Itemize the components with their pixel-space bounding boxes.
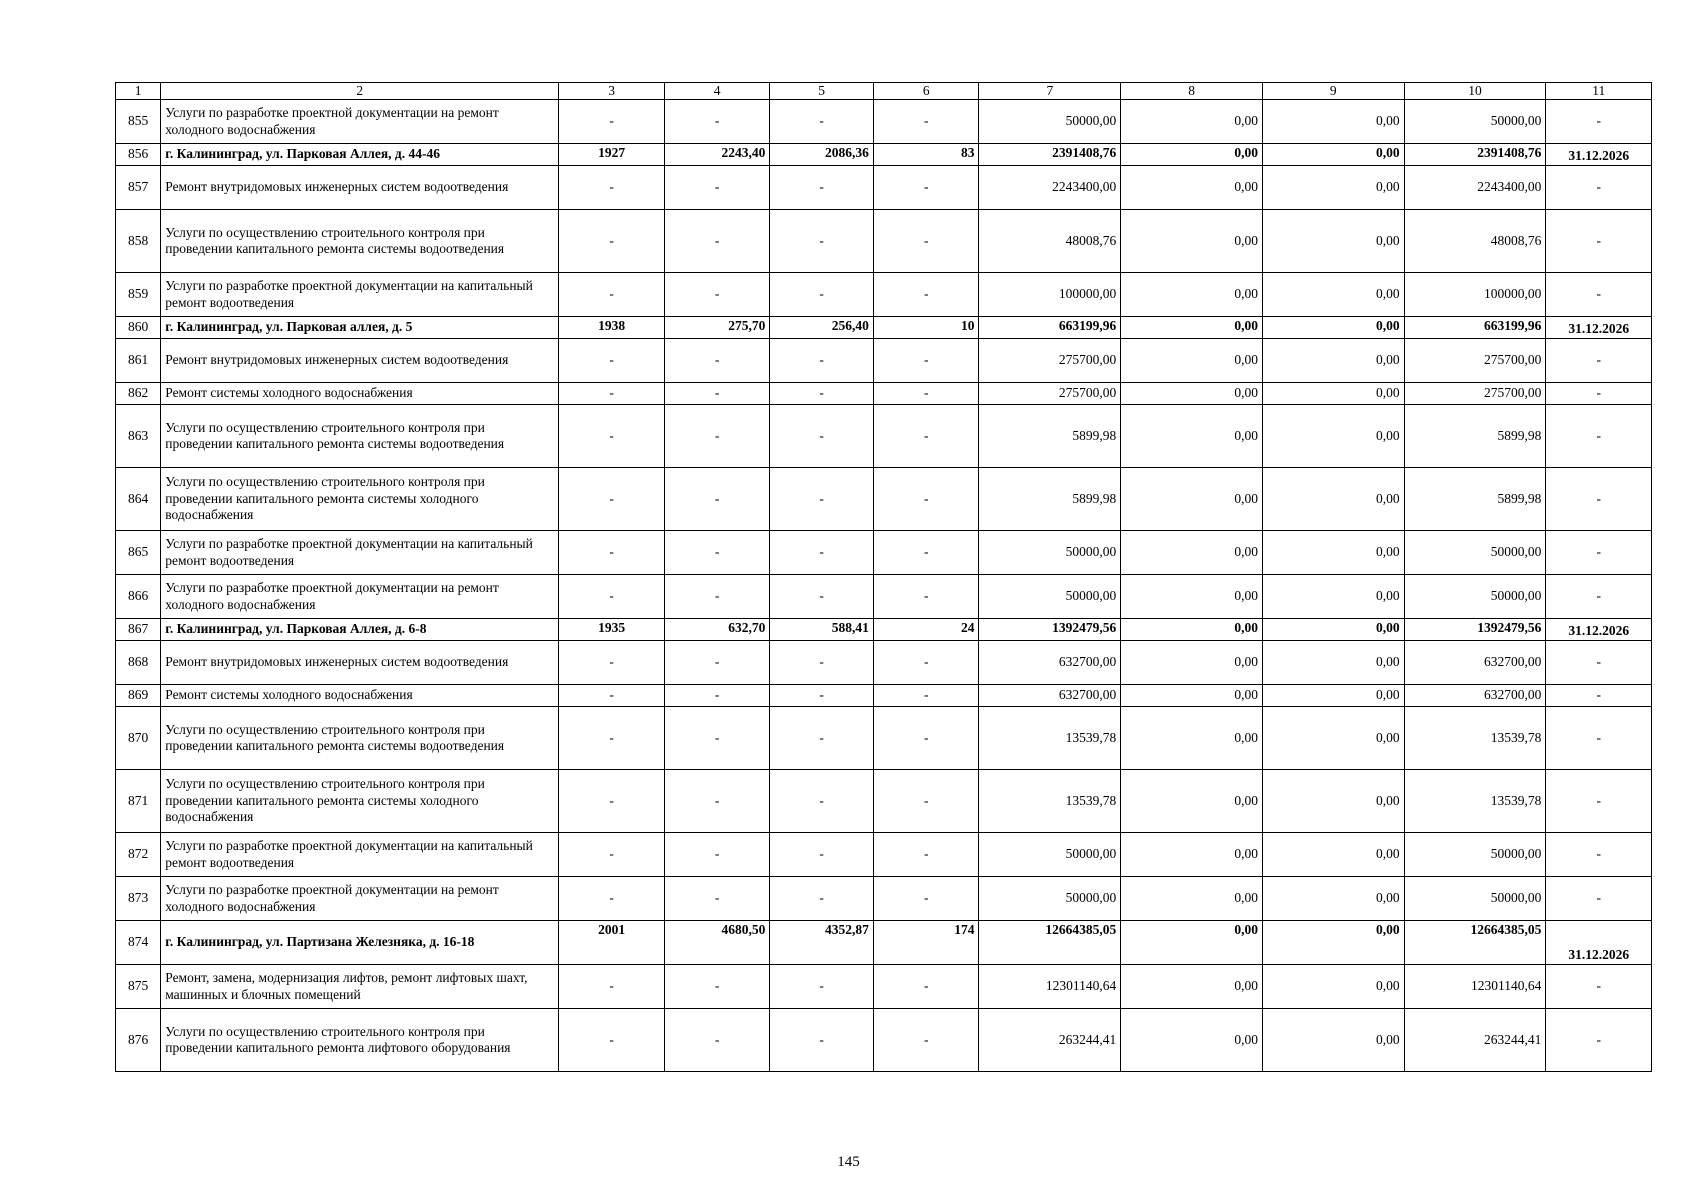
fund-amount-cell: 0,00: [1121, 166, 1263, 210]
regional-fund-amount-cell: 13539,78: [1404, 707, 1546, 770]
completion-date-cell: -: [1546, 405, 1652, 468]
completion-date-cell: -: [1546, 770, 1652, 833]
living-area-cell: -: [770, 833, 874, 877]
total-cost-cell: 632700,00: [979, 685, 1121, 707]
other-sources-cell: 0,00: [1262, 921, 1404, 965]
living-area-cell: -: [770, 210, 874, 273]
year-built-cell: -: [559, 273, 665, 317]
fund-amount-cell: 0,00: [1121, 273, 1263, 317]
total-cost-cell: 12301140,64: [979, 965, 1121, 1009]
fund-amount-cell: 0,00: [1121, 965, 1263, 1009]
living-area-cell: -: [770, 965, 874, 1009]
other-sources-cell: 0,00: [1262, 965, 1404, 1009]
other-sources-cell: 0,00: [1262, 405, 1404, 468]
residents-cell: -: [873, 273, 979, 317]
total-cost-cell: 100000,00: [979, 273, 1121, 317]
address-row: [116, 619, 1652, 641]
item-name-cell: Ремонт системы холодного водоснабжения: [161, 685, 559, 707]
living-area-cell: -: [770, 877, 874, 921]
year-built-cell: 1927: [559, 144, 665, 166]
regional-fund-amount-cell: 632700,00: [1404, 685, 1546, 707]
living-area-cell: -: [770, 641, 874, 685]
table-row: [116, 770, 1652, 833]
total-area-cell: 275,70: [664, 317, 770, 339]
residents-cell: 174: [873, 921, 979, 965]
residents-cell: -: [873, 100, 979, 144]
address-row: [116, 317, 1652, 339]
year-built-cell: -: [559, 770, 665, 833]
living-area-cell: -: [770, 383, 874, 405]
column-header-5: 5: [770, 83, 874, 100]
year-built-cell: 1935: [559, 619, 665, 641]
item-name-cell: Услуги по разработке проектной документации на ремонт холодного водоснабжения: [161, 100, 559, 144]
year-built-cell: -: [559, 575, 665, 619]
address-row: [116, 144, 1652, 166]
regional-fund-amount-cell: 2243400,00: [1404, 166, 1546, 210]
fund-amount-cell: 0,00: [1121, 317, 1263, 339]
column-header-7: 7: [979, 83, 1121, 100]
total-cost-cell: 263244,41: [979, 1009, 1121, 1072]
regional-fund-amount-cell: 50000,00: [1404, 531, 1546, 575]
total-cost-cell: 275700,00: [979, 383, 1121, 405]
regional-fund-amount-cell: 12301140,64: [1404, 965, 1546, 1009]
column-header-10: 10: [1404, 83, 1546, 100]
other-sources-cell: 0,00: [1262, 339, 1404, 383]
column-header-9: 9: [1262, 83, 1404, 100]
total-area-cell: -: [664, 833, 770, 877]
completion-date-cell: -: [1546, 877, 1652, 921]
completion-date-cell: 31.12.2026: [1546, 619, 1652, 641]
fund-amount-cell: 0,00: [1121, 405, 1263, 468]
regional-fund-amount-cell: 13539,78: [1404, 770, 1546, 833]
total-cost-cell: 2243400,00: [979, 166, 1121, 210]
year-built-cell: -: [559, 468, 665, 531]
other-sources-cell: 0,00: [1262, 144, 1404, 166]
column-header-8: 8: [1121, 83, 1263, 100]
item-name-cell: Ремонт системы холодного водоснабжения: [161, 383, 559, 405]
total-area-cell: -: [664, 383, 770, 405]
residents-cell: -: [873, 405, 979, 468]
item-name-cell: Услуги по осуществлению строительного контроля при проведении капитального ремонта системы холодного водоснабжения: [161, 770, 559, 833]
row-number-cell: 866: [116, 575, 161, 619]
living-area-cell: -: [770, 1009, 874, 1072]
completion-date-cell: -: [1546, 339, 1652, 383]
residents-cell: -: [873, 575, 979, 619]
residents-cell: -: [873, 770, 979, 833]
row-number-cell: 861: [116, 339, 161, 383]
living-area-cell: -: [770, 531, 874, 575]
fund-amount-cell: 0,00: [1121, 339, 1263, 383]
year-built-cell: -: [559, 965, 665, 1009]
item-name-cell: г. Калининград, ул. Парковая Аллея, д. 6-8: [161, 619, 559, 641]
completion-date-cell: -: [1546, 707, 1652, 770]
residents-cell: -: [873, 965, 979, 1009]
total-cost-cell: 1392479,56: [979, 619, 1121, 641]
table-row: [116, 1009, 1652, 1072]
completion-date-cell: -: [1546, 166, 1652, 210]
total-area-cell: -: [664, 1009, 770, 1072]
year-built-cell: -: [559, 1009, 665, 1072]
living-area-cell: -: [770, 100, 874, 144]
other-sources-cell: 0,00: [1262, 770, 1404, 833]
completion-date-cell: -: [1546, 641, 1652, 685]
total-area-cell: 632,70: [664, 619, 770, 641]
other-sources-cell: 0,00: [1262, 707, 1404, 770]
regional-fund-amount-cell: 48008,76: [1404, 210, 1546, 273]
living-area-cell: -: [770, 707, 874, 770]
row-number-cell: 868: [116, 641, 161, 685]
column-header-3: 3: [559, 83, 665, 100]
other-sources-cell: 0,00: [1262, 641, 1404, 685]
completion-date-cell: -: [1546, 685, 1652, 707]
total-area-cell: -: [664, 210, 770, 273]
regional-fund-amount-cell: 50000,00: [1404, 100, 1546, 144]
total-area-cell: -: [664, 531, 770, 575]
living-area-cell: -: [770, 770, 874, 833]
column-header-2: 2: [161, 83, 559, 100]
item-name-cell: Услуги по разработке проектной документации на капитальный ремонт водоотведения: [161, 531, 559, 575]
column-header-6: 6: [873, 83, 979, 100]
regional-fund-amount-cell: 275700,00: [1404, 339, 1546, 383]
row-number-cell: 857: [116, 166, 161, 210]
year-built-cell: -: [559, 339, 665, 383]
fund-amount-cell: 0,00: [1121, 770, 1263, 833]
year-built-cell: 1938: [559, 317, 665, 339]
total-area-cell: -: [664, 707, 770, 770]
total-cost-cell: 50000,00: [979, 877, 1121, 921]
total-cost-cell: 13539,78: [979, 707, 1121, 770]
year-built-cell: -: [559, 405, 665, 468]
page-number: 145: [837, 1154, 860, 1170]
row-number-cell: 864: [116, 468, 161, 531]
row-number-cell: 863: [116, 405, 161, 468]
residents-cell: -: [873, 339, 979, 383]
address-row: [116, 921, 1652, 965]
completion-date-cell: -: [1546, 273, 1652, 317]
fund-amount-cell: 0,00: [1121, 707, 1263, 770]
fund-amount-cell: 0,00: [1121, 531, 1263, 575]
table-row: [116, 210, 1652, 273]
column-header-row: [116, 83, 1652, 100]
completion-date-cell: 31.12.2026: [1546, 144, 1652, 166]
total-cost-cell: 50000,00: [979, 575, 1121, 619]
regional-fund-amount-cell: 632700,00: [1404, 641, 1546, 685]
fund-amount-cell: 0,00: [1121, 833, 1263, 877]
row-number-cell: 859: [116, 273, 161, 317]
row-number-cell: 858: [116, 210, 161, 273]
total-area-cell: 2243,40: [664, 144, 770, 166]
other-sources-cell: 0,00: [1262, 468, 1404, 531]
table-row: [116, 575, 1652, 619]
residents-cell: -: [873, 166, 979, 210]
year-built-cell: -: [559, 383, 665, 405]
year-built-cell: -: [559, 685, 665, 707]
table-row: [116, 273, 1652, 317]
year-built-cell: -: [559, 531, 665, 575]
completion-date-cell: 31.12.2026: [1546, 921, 1652, 965]
row-number-cell: 856: [116, 144, 161, 166]
row-number-cell: 872: [116, 833, 161, 877]
regional-fund-amount-cell: 50000,00: [1404, 575, 1546, 619]
living-area-cell: -: [770, 405, 874, 468]
other-sources-cell: 0,00: [1262, 833, 1404, 877]
row-number-cell: 870: [116, 707, 161, 770]
column-header-11: 11: [1546, 83, 1652, 100]
item-name-cell: Услуги по разработке проектной документации на капитальный ремонт водоотведения: [161, 273, 559, 317]
fund-amount-cell: 0,00: [1121, 1009, 1263, 1072]
fund-amount-cell: 0,00: [1121, 685, 1263, 707]
fund-amount-cell: 0,00: [1121, 921, 1263, 965]
row-number-cell: 876: [116, 1009, 161, 1072]
year-built-cell: -: [559, 877, 665, 921]
residents-cell: 10: [873, 317, 979, 339]
fund-amount-cell: 0,00: [1121, 641, 1263, 685]
table-row: [116, 707, 1652, 770]
regional-fund-amount-cell: 2391408,76: [1404, 144, 1546, 166]
item-name-cell: Услуги по осуществлению строительного контроля при проведении капитального ремонта системы холодного водоснабжения: [161, 468, 559, 531]
living-area-cell: -: [770, 468, 874, 531]
other-sources-cell: 0,00: [1262, 166, 1404, 210]
total-area-cell: -: [664, 877, 770, 921]
regional-fund-amount-cell: 5899,98: [1404, 405, 1546, 468]
row-number-cell: 874: [116, 921, 161, 965]
table-row: [116, 641, 1652, 685]
row-number-cell: 855: [116, 100, 161, 144]
row-number-cell: 862: [116, 383, 161, 405]
residents-cell: -: [873, 210, 979, 273]
year-built-cell: -: [559, 641, 665, 685]
total-area-cell: 4680,50: [664, 921, 770, 965]
table-row: [116, 339, 1652, 383]
year-built-cell: -: [559, 707, 665, 770]
year-built-cell: -: [559, 166, 665, 210]
total-cost-cell: 48008,76: [979, 210, 1121, 273]
total-area-cell: -: [664, 100, 770, 144]
living-area-cell: 4352,87: [770, 921, 874, 965]
other-sources-cell: 0,00: [1262, 273, 1404, 317]
table-row: [116, 166, 1652, 210]
item-name-cell: г. Калининград, ул. Партизана Железняка, д. 16-18: [161, 921, 559, 965]
other-sources-cell: 0,00: [1262, 210, 1404, 273]
fund-amount-cell: 0,00: [1121, 619, 1263, 641]
item-name-cell: Услуги по разработке проектной документации на капитальный ремонт водоотведения: [161, 833, 559, 877]
total-area-cell: -: [664, 166, 770, 210]
living-area-cell: -: [770, 273, 874, 317]
total-cost-cell: 12664385,05: [979, 921, 1121, 965]
fund-amount-cell: 0,00: [1121, 100, 1263, 144]
regional-fund-amount-cell: 263244,41: [1404, 1009, 1546, 1072]
total-cost-cell: 5899,98: [979, 468, 1121, 531]
table-row: [116, 383, 1652, 405]
living-area-cell: 2086,36: [770, 144, 874, 166]
item-name-cell: Ремонт внутридомовых инженерных систем водоотведения: [161, 339, 559, 383]
completion-date-cell: -: [1546, 833, 1652, 877]
completion-date-cell: -: [1546, 575, 1652, 619]
total-area-cell: -: [664, 770, 770, 833]
completion-date-cell: 31.12.2026: [1546, 317, 1652, 339]
completion-date-cell: -: [1546, 531, 1652, 575]
item-name-cell: Ремонт внутридомовых инженерных систем водоотведения: [161, 641, 559, 685]
regional-fund-amount-cell: 50000,00: [1404, 833, 1546, 877]
residents-cell: -: [873, 833, 979, 877]
total-cost-cell: 275700,00: [979, 339, 1121, 383]
regional-fund-amount-cell: 663199,96: [1404, 317, 1546, 339]
fund-amount-cell: 0,00: [1121, 877, 1263, 921]
other-sources-cell: 0,00: [1262, 685, 1404, 707]
regional-fund-amount-cell: 50000,00: [1404, 877, 1546, 921]
table-row: [116, 468, 1652, 531]
living-area-cell: -: [770, 166, 874, 210]
column-header-1: 1: [116, 83, 161, 100]
item-name-cell: Услуги по осуществлению строительного контроля при проведении капитального ремонта системы водоотведения: [161, 210, 559, 273]
completion-date-cell: -: [1546, 383, 1652, 405]
total-area-cell: -: [664, 685, 770, 707]
residents-cell: -: [873, 468, 979, 531]
total-cost-cell: 2391408,76: [979, 144, 1121, 166]
table-row: [116, 531, 1652, 575]
regional-fund-amount-cell: 1392479,56: [1404, 619, 1546, 641]
other-sources-cell: 0,00: [1262, 100, 1404, 144]
other-sources-cell: 0,00: [1262, 877, 1404, 921]
total-cost-cell: 663199,96: [979, 317, 1121, 339]
column-header-4: 4: [664, 83, 770, 100]
total-area-cell: -: [664, 339, 770, 383]
table-row: [116, 405, 1652, 468]
row-number-cell: 871: [116, 770, 161, 833]
completion-date-cell: -: [1546, 100, 1652, 144]
fund-amount-cell: 0,00: [1121, 383, 1263, 405]
year-built-cell: 2001: [559, 921, 665, 965]
regional-fund-amount-cell: 100000,00: [1404, 273, 1546, 317]
year-built-cell: -: [559, 100, 665, 144]
total-area-cell: -: [664, 575, 770, 619]
other-sources-cell: 0,00: [1262, 383, 1404, 405]
completion-date-cell: -: [1546, 468, 1652, 531]
fund-amount-cell: 0,00: [1121, 144, 1263, 166]
other-sources-cell: 0,00: [1262, 1009, 1404, 1072]
item-name-cell: Услуги по разработке проектной документации на ремонт холодного водоснабжения: [161, 877, 559, 921]
living-area-cell: -: [770, 685, 874, 707]
residents-cell: -: [873, 877, 979, 921]
living-area-cell: 256,40: [770, 317, 874, 339]
regional-fund-amount-cell: 5899,98: [1404, 468, 1546, 531]
table-row: [116, 833, 1652, 877]
regional-fund-amount-cell: 12664385,05: [1404, 921, 1546, 965]
completion-date-cell: -: [1546, 210, 1652, 273]
total-cost-cell: 13539,78: [979, 770, 1121, 833]
total-area-cell: -: [664, 405, 770, 468]
residents-cell: -: [873, 707, 979, 770]
year-built-cell: -: [559, 833, 665, 877]
other-sources-cell: 0,00: [1262, 531, 1404, 575]
total-area-cell: -: [664, 468, 770, 531]
item-name-cell: Услуги по разработке проектной документации на ремонт холодного водоснабжения: [161, 575, 559, 619]
item-name-cell: Услуги по осуществлению строительного контроля при проведении капитального ремонта системы водоотведения: [161, 405, 559, 468]
row-number-cell: 860: [116, 317, 161, 339]
total-cost-cell: 5899,98: [979, 405, 1121, 468]
total-cost-cell: 50000,00: [979, 833, 1121, 877]
total-area-cell: -: [664, 273, 770, 317]
row-number-cell: 873: [116, 877, 161, 921]
other-sources-cell: 0,00: [1262, 317, 1404, 339]
total-area-cell: -: [664, 965, 770, 1009]
item-name-cell: Ремонт внутридомовых инженерных систем водоотведения: [161, 166, 559, 210]
item-name-cell: Услуги по осуществлению строительного контроля при проведении капитального ремонта лифтового оборудования: [161, 1009, 559, 1072]
row-number-cell: 865: [116, 531, 161, 575]
year-built-cell: -: [559, 210, 665, 273]
item-name-cell: Ремонт, замена, модернизация лифтов, ремонт лифтовых шахт, машинных и блочных помещений: [161, 965, 559, 1009]
residents-cell: -: [873, 685, 979, 707]
residents-cell: -: [873, 641, 979, 685]
item-name-cell: Услуги по осуществлению строительного контроля при проведении капитального ремонта системы водоотведения: [161, 707, 559, 770]
row-number-cell: 867: [116, 619, 161, 641]
table-row: [116, 100, 1652, 144]
table-row: [116, 965, 1652, 1009]
total-cost-cell: 50000,00: [979, 100, 1121, 144]
row-number-cell: 875: [116, 965, 161, 1009]
table-row: [116, 877, 1652, 921]
total-cost-cell: 50000,00: [979, 531, 1121, 575]
other-sources-cell: 0,00: [1262, 575, 1404, 619]
living-area-cell: -: [770, 339, 874, 383]
residents-cell: -: [873, 383, 979, 405]
living-area-cell: 588,41: [770, 619, 874, 641]
regional-fund-amount-cell: 275700,00: [1404, 383, 1546, 405]
residents-cell: 83: [873, 144, 979, 166]
item-name-cell: г. Калининград, ул. Парковая аллея, д. 5: [161, 317, 559, 339]
other-sources-cell: 0,00: [1262, 619, 1404, 641]
residents-cell: -: [873, 1009, 979, 1072]
fund-amount-cell: 0,00: [1121, 210, 1263, 273]
residents-cell: 24: [873, 619, 979, 641]
item-name-cell: г. Калининград, ул. Парковая Аллея, д. 44-46: [161, 144, 559, 166]
data-table: [115, 82, 1652, 1072]
residents-cell: -: [873, 531, 979, 575]
fund-amount-cell: 0,00: [1121, 575, 1263, 619]
total-area-cell: -: [664, 641, 770, 685]
completion-date-cell: -: [1546, 1009, 1652, 1072]
completion-date-cell: -: [1546, 965, 1652, 1009]
table-row: [116, 685, 1652, 707]
fund-amount-cell: 0,00: [1121, 468, 1263, 531]
row-number-cell: 869: [116, 685, 161, 707]
total-cost-cell: 632700,00: [979, 641, 1121, 685]
living-area-cell: -: [770, 575, 874, 619]
